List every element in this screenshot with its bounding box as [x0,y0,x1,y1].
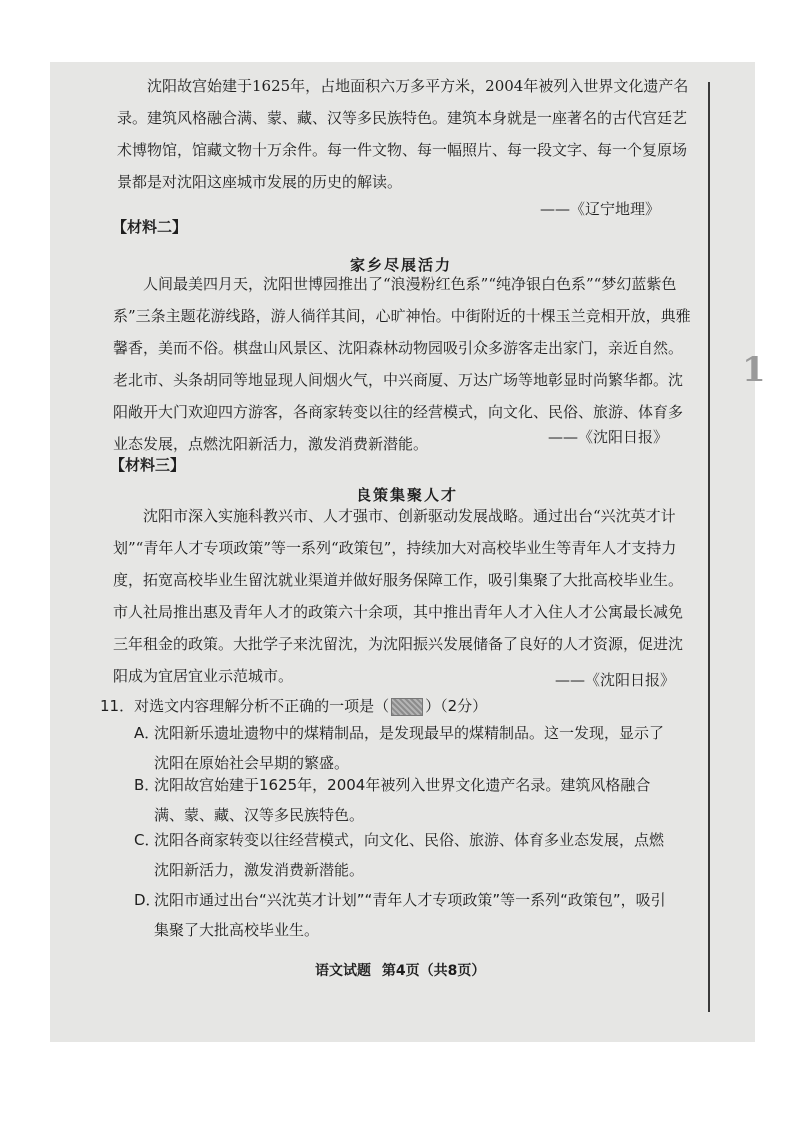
material2-paragraph: 人间最美四月天，沈阳世博园推出了“浪漫粉红色系”“纯净银白色系”“梦幻蓝紫色系”三条主题花游线路，游人徜徉其间，心旷神怡。中街附近的十棵玉兰竞相开放，典雅馨香，美而不俗。棋盘山风景区、沈阳森林动物园吸引众多游客走出家门，亲近自然。老北市、头条胡同等地显现人间烟火气，中兴商厦、万达广场等地彰显时尚繁华都。沈阳敞开大门欢迎四方游客，各商家转变以往的经营模式，向文化、民俗、旅游、体育多业态发展，点燃沈阳新活力，激发消费新潜能。 [113,275,691,453]
page-footer: 语文试题 第4页（共8页） [315,963,486,979]
option-text: 沈阳各商家转变以往经营模式，向文化、民俗、旅游、体育多业态发展，点燃沈阳新活力，激发消费新潜能。 [154,831,665,879]
option-d [134,885,674,945]
answer-blank [391,698,423,716]
material1-source: ——《辽宁地理》 [540,200,661,218]
margin-rule [708,82,710,1012]
material2-label: 【材料二】 [112,218,188,236]
material3-label: 【材料三】 [110,456,186,474]
material2-title: 家乡尽展活力 [350,256,453,274]
option-letter: D． [134,891,161,909]
material3-source: ——《沈阳日报》 [555,671,676,689]
material3-paragraph: 沈阳市深入实施科教兴市、人才强市、创新驱动发展战略。通过出台“兴沈英才计划”“青年人才专项政策”等一系列“政策包”，持续加大对高校毕业生等青年人才支持力度，拓宽高校毕业生留沈就业渠道并做好服务保障工作，吸引集聚了大批高校毕业生。市人社局推出惠及青年人才的政策六十余项，其中推出青年人才入住人才公寓最长减免三年租金的政策。大批学子来沈留沈，为沈阳振兴发展储备了良好的人才资源，促进沈阳成为宜居宜业示范城市。 [113,507,684,685]
option-text: 沈阳新乐遗址遗物中的煤精制品，是发现最早的煤精制品。这一发现，显示了沈阳在原始社会早期的繁盛。 [154,724,665,772]
option-text: 沈阳市通过出台“兴沈英才计划”“青年人才专项政策”等一系列“政策包”，吸引集聚了大批高校毕业生。 [154,891,666,939]
option-a [134,718,674,778]
option-letter: B． [134,776,160,794]
option-c [134,825,674,885]
question-stem-start: 11．对选文内容理解分析不正确的一项是（ [100,697,390,715]
material2-source: ——《沈阳日报》 [548,428,669,446]
question-stem-end: ）（2分） [425,697,488,715]
question-11-stem [100,695,487,716]
material1-paragraph: 沈阳故宫始建于1625年，占地面积六万多平方米，2004年被列入世界文化遗产名录。建筑风格融合满、蒙、藏、汉等多民族特色。建筑本身就是一座著名的古代宫廷艺术博物馆，馆藏文物十万余件。每一件文物、每一幅照片、每一段文字、每一个复原场景都是对沈阳这座城市发展的历史的解读。 [117,77,689,191]
option-text: 沈阳故宫始建于1625年，2004年被列入世界文化遗产名录。建筑风格融合满、蒙、藏、汉等多民族特色。 [154,776,651,824]
material3-title: 良策集聚人才 [356,486,459,504]
option-letter: A． [134,724,160,742]
option-b [134,770,674,830]
option-letter: C． [134,831,160,849]
page-bleed-mark: 1 [742,350,768,390]
